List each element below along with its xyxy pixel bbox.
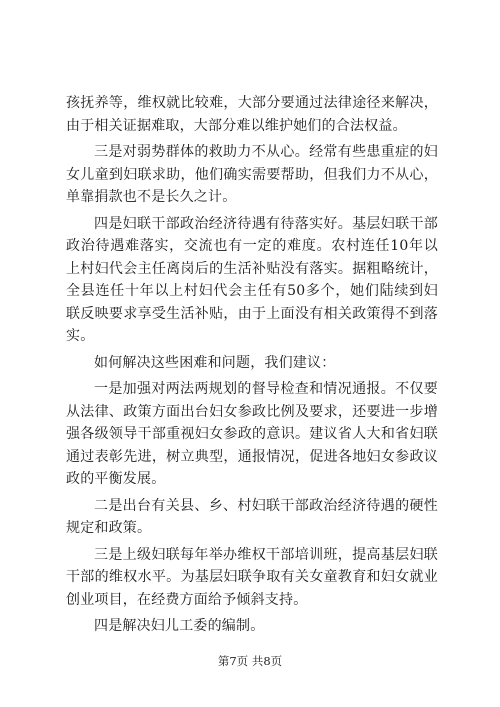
- paragraph: 孩抚养等，维权就比较难，大部分要通过法律途径来解决，由于相关证据难取，大部分难以维护她们的合法权益。: [66, 95, 438, 134]
- document-body: [66, 92, 438, 638]
- paragraph: 一是加强对两法两规划的督导检查和情况通报。不仅要从法律、政策方面出台妇女参政比例及要求，还要进一步增强各级领导干部重视妇女参政的意识。建议省人大和省妇联通过表彰先进，树立典型，通报情况，促进各地妇女参政议政的平衡发展。: [66, 381, 438, 487]
- page-footer: 第7页 共8页: [217, 654, 283, 668]
- paragraph: 三是上级妇联每年举办维权干部培训班，提高基层妇联干部的维权水平。为基层妇联争取有关女童教育和妇女就业创业项目，在经费方面给予倾斜支持。: [66, 546, 438, 608]
- paragraph: 四是妇联干部政治经济待遇有待落实好。基层妇联干部政治待遇难落实，交流也有一定的难度。农村连任10年以上村妇代会主任离岗后的生活补贴没有落实。据粗略统计，全县连任十年以上村妇代会主任有50多个，她们陆续到妇联反映要求享受生活补贴，由于上面没有相关政策得不到落实。: [66, 215, 438, 344]
- paragraph: 二是出台有关县、乡、村妇联干部政治经济待遇的硬性规定和政策。: [66, 497, 438, 536]
- paragraph: 如何解决这些困难和问题，我们建议：: [94, 354, 336, 371]
- paragraph: 三是对弱势群体的救助力不从心。经常有些患重症的妇女儿童到妇联求助，他们确实需要帮助，但我们力不从心，单靠捐款也不是长久之计。: [66, 144, 438, 205]
- paragraph: 四是解决妇儿工委的编制。: [94, 618, 265, 634]
